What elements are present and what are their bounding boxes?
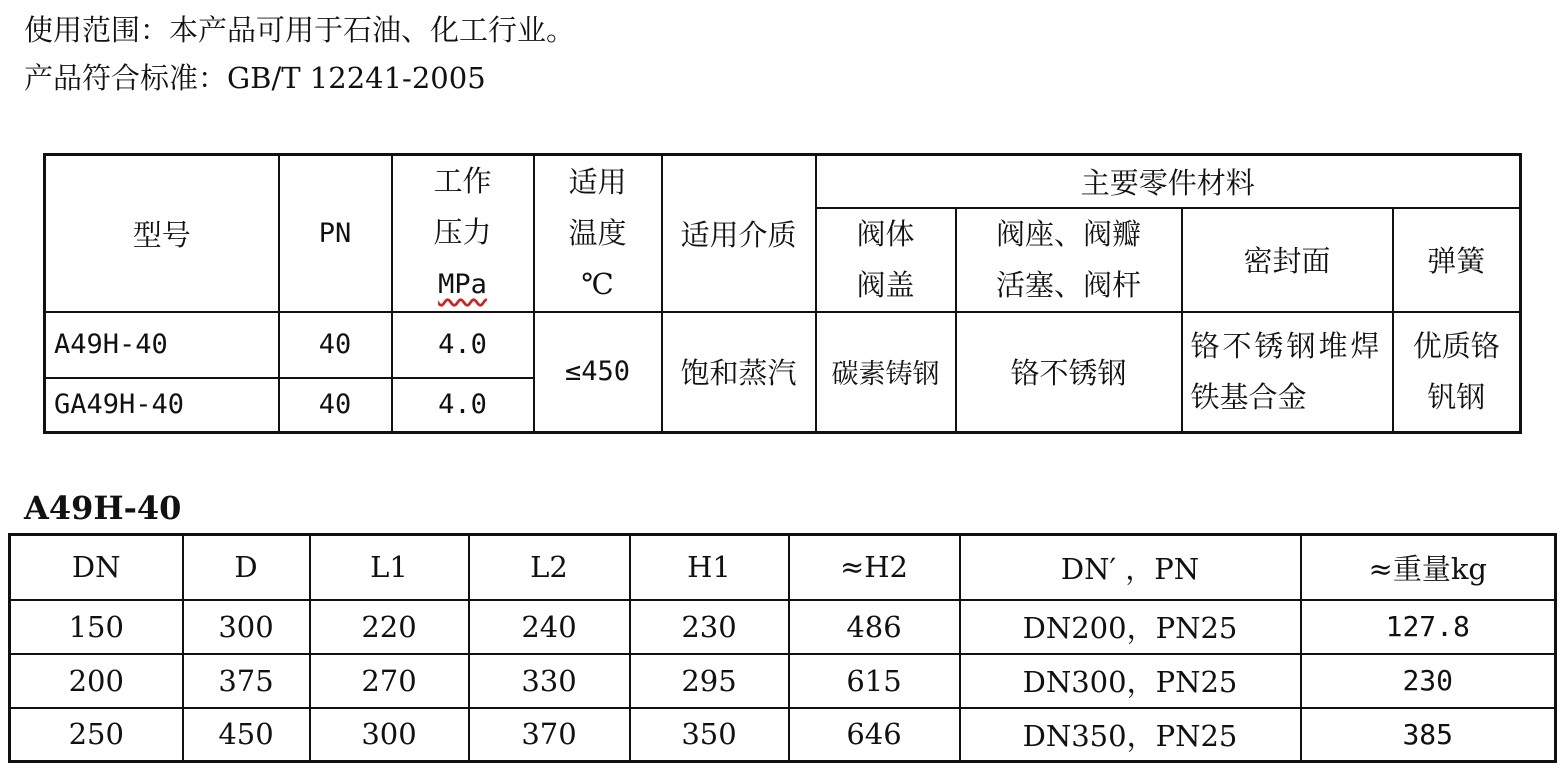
cell: 200 <box>10 654 183 708</box>
header-pn: PN <box>279 155 392 312</box>
header-temp-line1: 适用 <box>568 164 627 199</box>
row1-pressure: 4.0 <box>392 312 534 378</box>
col-header-dn-pn: DN′ ，PN <box>960 535 1301 600</box>
header-model: 型号 <box>45 155 279 312</box>
row2-model: GA49H-40 <box>45 378 279 433</box>
cell: 330 <box>469 654 630 708</box>
header-seat-line1: 阀座、阀瓣 <box>995 216 1141 251</box>
cell: 300 <box>183 600 310 654</box>
row1-model: A49H-40 <box>45 312 279 378</box>
spring-line1: 优质铬 <box>1412 328 1500 363</box>
header-pressure-unit: MPa <box>438 269 487 301</box>
row2-pn: 40 <box>279 378 392 433</box>
header-seat <box>956 208 1182 312</box>
cell: DN200，PN25 <box>960 600 1301 654</box>
sealing-line2: 铁基合金 <box>1190 379 1307 414</box>
scope-text: 使用范围：本产品可用于石油、化工行业。 <box>24 13 576 47</box>
header-pressure <box>392 155 534 312</box>
cell: 270 <box>310 654 469 708</box>
table-row <box>10 600 1556 654</box>
header-temperature <box>534 155 662 312</box>
header-spring: 弹簧 <box>1393 208 1521 312</box>
cell: 300 <box>310 708 469 762</box>
dimension-table <box>8 533 1557 763</box>
cell: 295 <box>630 654 789 708</box>
header-sealing: 密封面 <box>1182 208 1393 312</box>
cell: DN350，PN25 <box>960 708 1301 762</box>
spring-line2: 钒钢 <box>1427 379 1486 414</box>
col-header-l1: L1 <box>310 535 469 600</box>
dimension-header-row <box>10 535 1556 600</box>
header-pressure-line2: 压力 <box>433 215 492 250</box>
row2-pressure: 4.0 <box>392 378 534 433</box>
col-header-dn: DN <box>10 535 183 600</box>
header-temp-unit: ℃ <box>581 266 614 301</box>
cell: 220 <box>310 600 469 654</box>
cell: 150 <box>10 600 183 654</box>
cell: 240 <box>469 600 630 654</box>
cell: 615 <box>789 654 960 708</box>
header-temp-line2: 温度 <box>568 215 627 250</box>
cell: 230 <box>1301 654 1556 708</box>
temperature-value: ≤450 <box>534 312 662 433</box>
header-body-line2: 阀盖 <box>856 267 915 302</box>
header-body-line1: 阀体 <box>856 216 915 251</box>
header-materials-group: 主要零件材料 <box>816 155 1521 208</box>
cell: 350 <box>630 708 789 762</box>
sealing-line1: 铬不锈钢堆焊 <box>1190 328 1383 363</box>
cell: 450 <box>183 708 310 762</box>
col-header-d: D <box>183 535 310 600</box>
col-header-h2: ≈H2 <box>789 535 960 600</box>
cell: 230 <box>630 600 789 654</box>
cell: 486 <box>789 600 960 654</box>
section-title: A49H-40 <box>24 489 182 527</box>
cell: 250 <box>10 708 183 762</box>
col-header-h1: H1 <box>630 535 789 600</box>
cell: 375 <box>183 654 310 708</box>
body-material: 碳素铸钢 <box>816 312 956 433</box>
header-pressure-line1: 工作 <box>433 164 492 199</box>
cell: 370 <box>469 708 630 762</box>
sealing-material <box>1182 312 1393 433</box>
header-seat-line2: 活塞、阀杆 <box>995 267 1141 302</box>
standard-text: 产品符合标准：GB/T 12241-2005 <box>24 61 486 95</box>
cell: 127.8 <box>1301 600 1556 654</box>
cell: DN300，PN25 <box>960 654 1301 708</box>
col-header-l2: L2 <box>469 535 630 600</box>
cell: 385 <box>1301 708 1556 762</box>
header-medium: 适用介质 <box>662 155 816 312</box>
spring-material <box>1393 312 1521 433</box>
cell: 646 <box>789 708 960 762</box>
table-row <box>10 708 1556 762</box>
col-header-weight: ≈重量kg <box>1301 535 1556 600</box>
medium-value: 饱和蒸汽 <box>662 312 816 433</box>
table-row <box>45 312 1521 378</box>
row1-pn: 40 <box>279 312 392 378</box>
spec-table <box>43 153 1522 434</box>
seat-material: 铬不锈钢 <box>956 312 1182 433</box>
table-row <box>10 654 1556 708</box>
header-body <box>816 208 956 312</box>
